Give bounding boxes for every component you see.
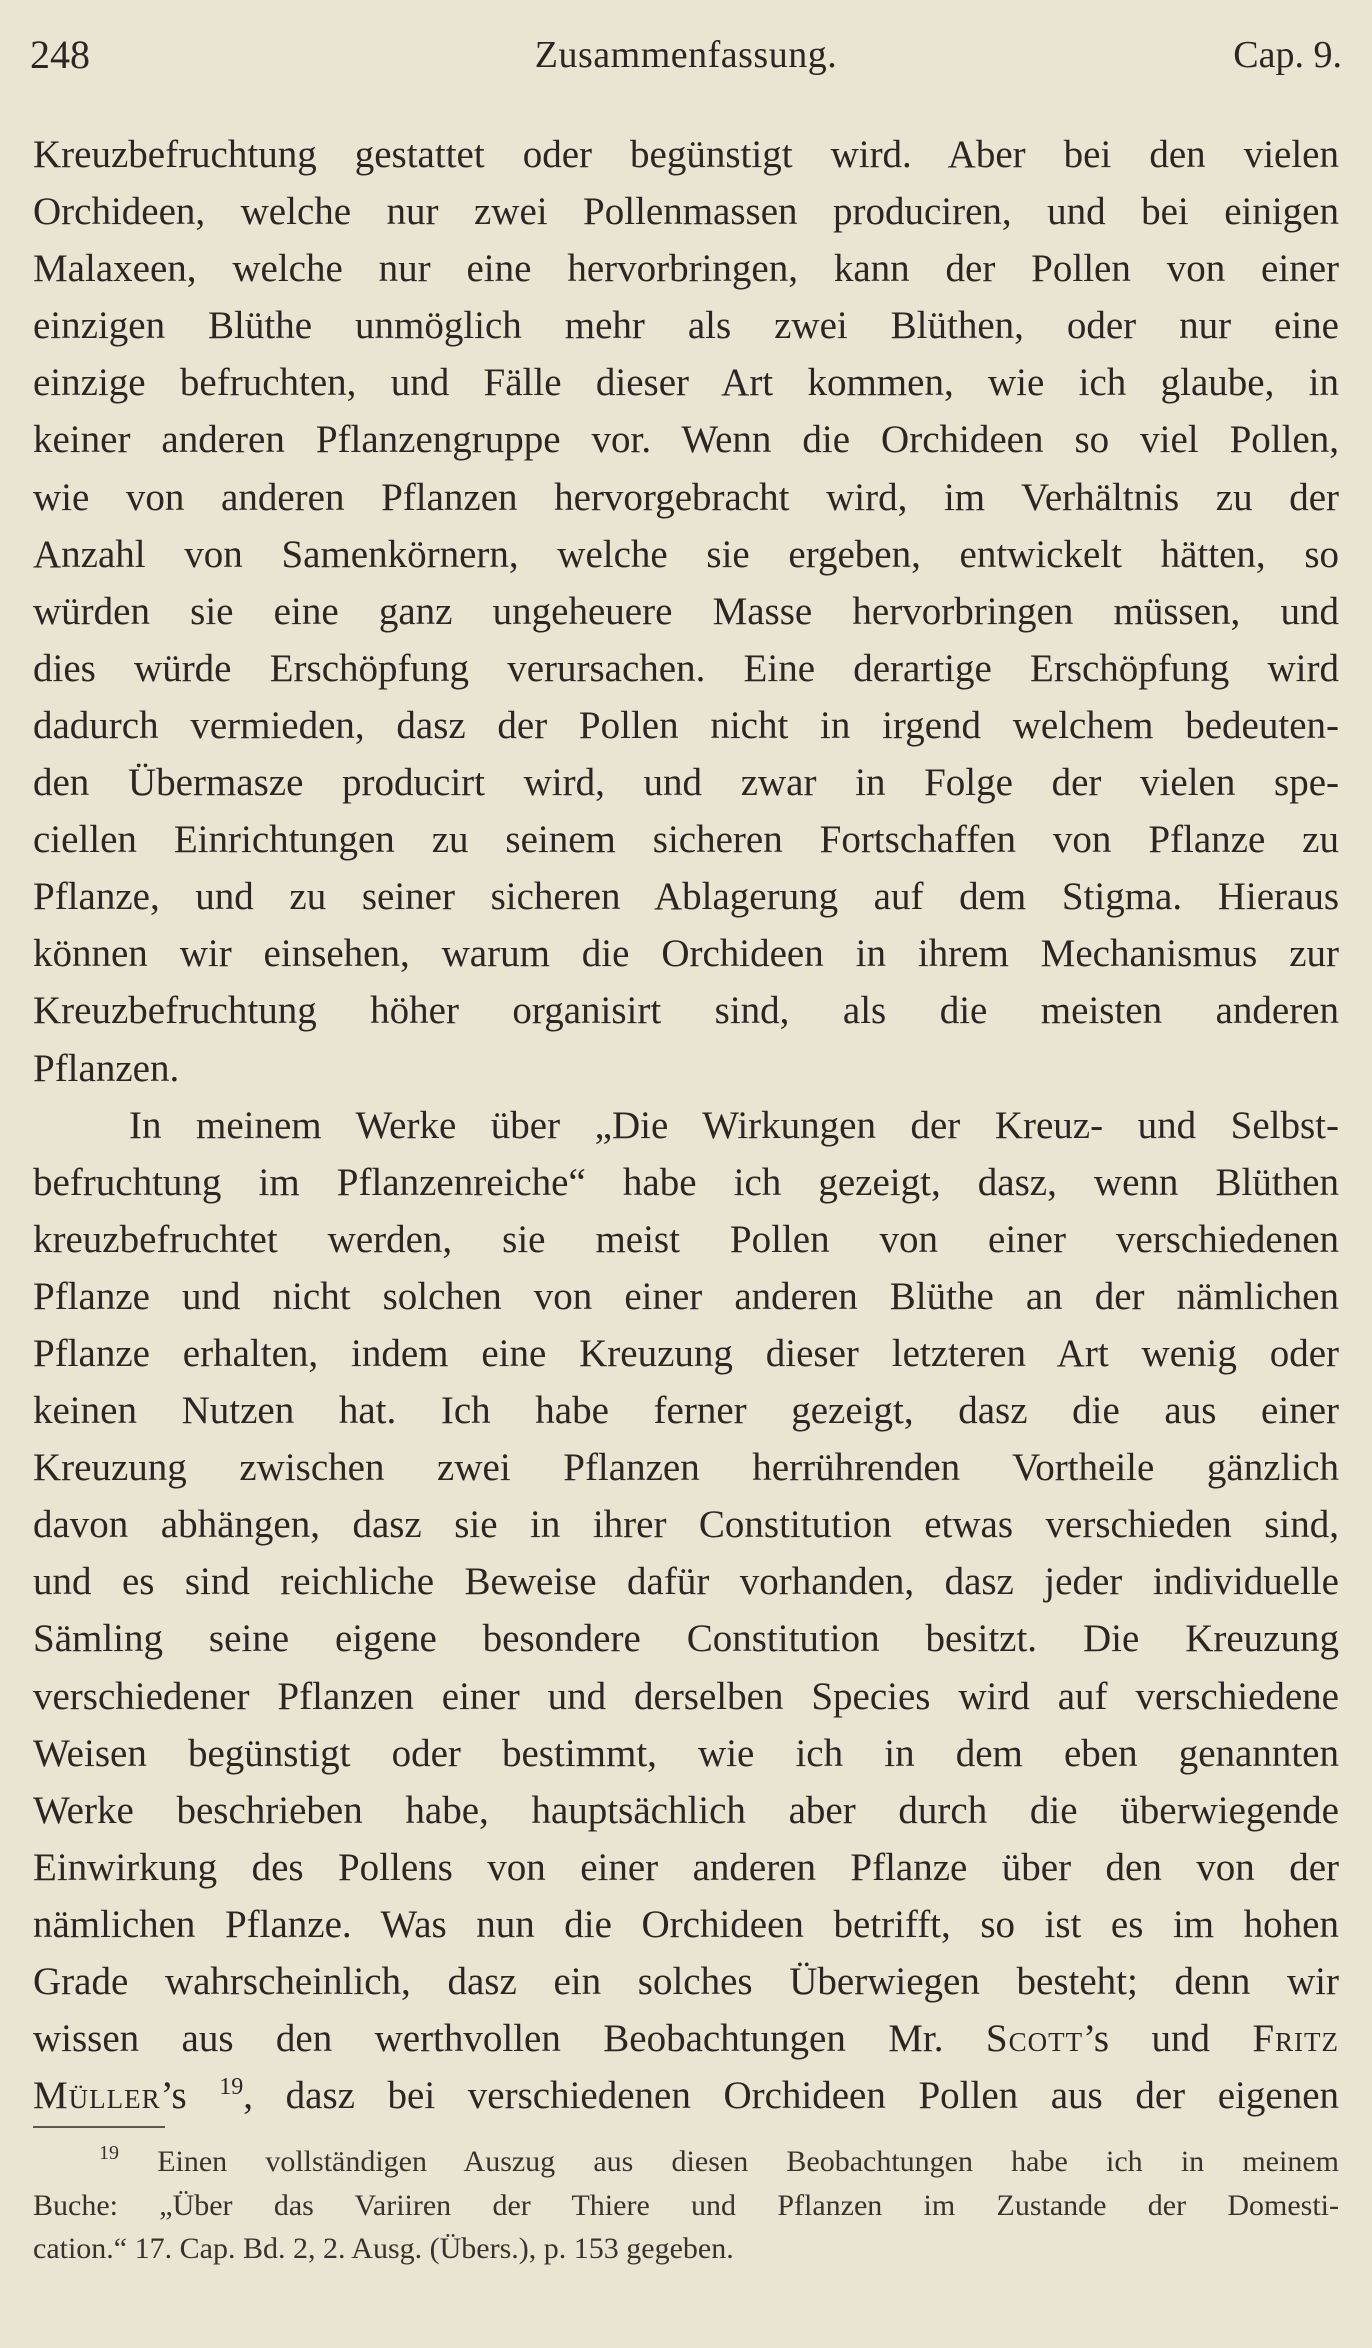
text-line: wie von anderen Pflanzen hervorgebracht wird, im Verhältnis zu der [33,475,1339,519]
author-name-scott: Scott [985,2017,1084,2061]
author-name-fritz: Fritz [1252,2017,1339,2061]
text-line: einzige befruchten, und Fälle dieser Art kommen, wie ich glaube, in [33,361,1339,405]
page-header [30,30,1342,80]
footnote-divider [33,2126,165,2128]
text-line: Pflanzen. [33,1046,180,1090]
text-line: Anzahl von Samenkörnern, welche sie ergeben, entwickelt hätten, so [33,532,1339,576]
chapter-label: Cap. 9. [1233,34,1342,76]
text-line: kreuzbefruchtet werden, sie meist Pollen von einer verschiedenen [33,1217,1339,1261]
text-line: In meinem Werke über „Die Wirkungen der Kreuz- und Selbst- [129,1103,1339,1147]
text-line: können wir einsehen, warum die Orchideen in ihrem Mechanismus zur [33,932,1339,976]
text-fragment: ’s und [1083,2017,1210,2061]
text-line: Malaxeen, welche nur eine hervorbringen, kann der Pollen von einer [33,247,1339,291]
text-line: Pflanze und nicht solchen von einer anderen Blüthe an der nämlichen [33,1274,1339,1318]
footnote-line: cation.“ 17. Cap. Bd. 2, 2. Ausg. (Übers.), p. 153 gegeben. [33,2232,734,2265]
text-line [33,2010,1339,2067]
text-line: würden sie eine ganz ungeheuere Masse hervorbringen müssen, und [33,589,1339,633]
text-line: keinen Nutzen hat. Ich habe ferner gezeigt, dasz die aus einer [33,1389,1339,1433]
main-text [33,126,1339,2124]
text-line: Kreuzbefruchtung gestattet oder begünstigt wird. Aber bei den vielen [33,133,1339,176]
text-line: Grade wahrscheinlich, dasz ein solches Überwiegen besteht; denn wir [33,1960,1339,2003]
text-line: Kreuzbefruchtung höher organisirt sind, als die meisten anderen [33,989,1339,1033]
text-line: ciellen Einrichtungen zu seinem sicheren Fortschaffen von Pflanze zu [33,818,1339,862]
text-line: Kreuzung zwischen zwei Pflanzen herrührenden Vortheile gänzlich [33,1446,1339,1490]
text-line: nämlichen Pflanze. Was nun die Orchideen betrifft, so ist es im hohen [33,1902,1339,1946]
text-line: Einwirkung des Pollens von einer anderen Pflanze über den von der [33,1845,1339,1889]
text-line: und es sind reichliche Beweise dafür vorhanden, dasz jeder individuelle [33,1560,1339,1604]
author-name-mueller: Müller [33,2074,161,2118]
footnote [33,2140,1339,2271]
text-line: dies würde Erschöpfung verursachen. Eine derartige Erschöpfung wird [33,646,1339,690]
text-line: befruchtung im Pflanzenreiche“ habe ich gezeigt, dasz, wenn Blüthen [33,1160,1339,1204]
footnote-number: 19 [99,2142,119,2164]
text-line: Sämling seine eigene besondere Constitution besitzt. Die Kreuzung [33,1617,1339,1661]
text-line: keiner anderen Pflanzengruppe vor. Wenn die Orchideen so viel Pollen, [33,418,1339,462]
footnote-text: Einen vollständigen Auszug aus diesen Beobachtungen habe ich in meinem [157,2145,1339,2178]
footnote-reference[interactable]: 19 [219,2074,244,2101]
text-line: den Übermasze producirt wird, und zwar in Folge der vielen spe- [33,761,1339,805]
text-line: Werke beschrieben habe, hauptsächlich aber durch die überwiegende [33,1788,1339,1832]
footnote-line: Buche: „Über das Variiren der Thiere und Pflanzen im Zustande der Domesti- [33,2188,1339,2222]
text-line: Weisen begünstigt oder bestimmt, wie ich in dem eben genannten [33,1731,1339,1775]
text-line [33,2067,1339,2124]
text-fragment: ’s [160,2074,187,2118]
text-line: Orchideen, welche nur zwei Pollenmassen produciren, und bei einigen [33,190,1339,234]
text-line: Pflanze erhalten, indem eine Kreuzung dieser letzteren Art wenig oder [33,1331,1339,1375]
text-line: Pflanze, und zu seiner sicheren Ablagerung auf dem Stigma. Hieraus [33,875,1339,919]
text-fragment: wissen aus den werthvollen Beobachtungen Mr. [33,2017,944,2061]
text-line: davon abhängen, dasz sie in ihrer Constitution etwas verschieden sind, [33,1503,1339,1547]
text-line: verschiedener Pflanzen einer und derselben Species wird auf verschiedene [33,1674,1339,1718]
page-number: 248 [30,32,90,77]
text-line: dadurch vermieden, dasz der Pollen nicht in irgend welchem bedeuten- [33,703,1339,747]
running-title: Zusammenfassung. [534,34,838,76]
text-fragment: , dasz bei verschiedenen Orchideen Pollen aus der eigenen [243,2074,1339,2118]
text-line: einzigen Blüthe unmöglich mehr als zwei Blüthen, oder nur eine [33,304,1339,348]
footnote-line [33,2140,1339,2184]
